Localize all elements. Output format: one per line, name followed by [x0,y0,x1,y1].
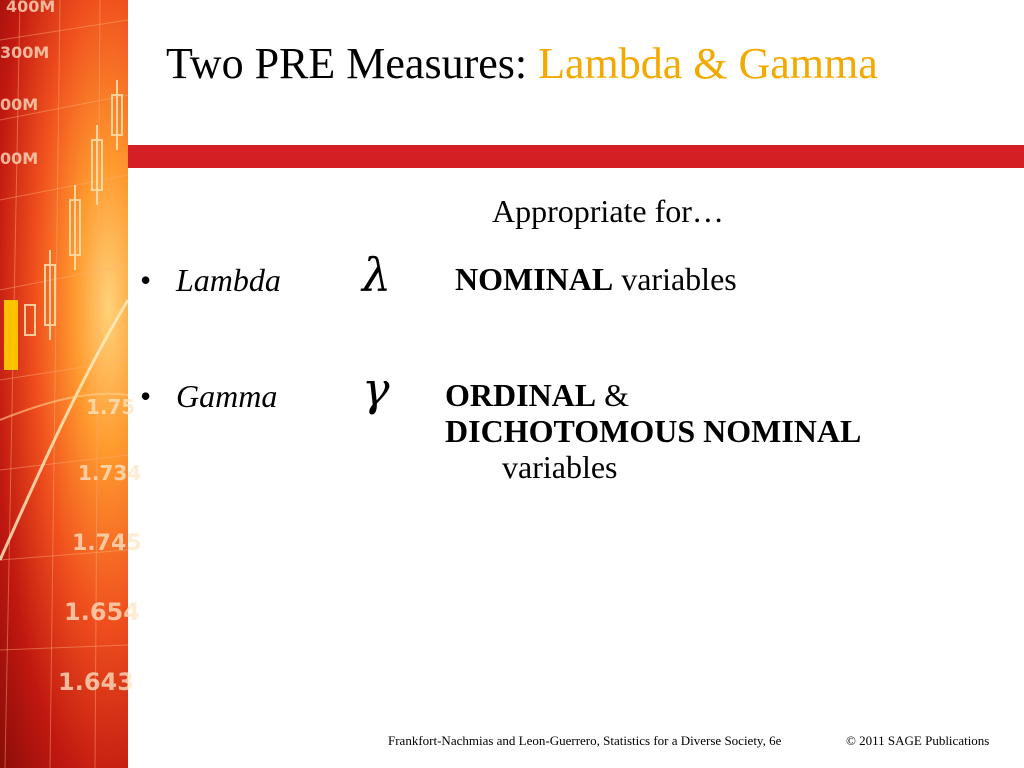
side-label-5: 1.734 [78,461,142,485]
side-label-2: 00M [0,95,39,114]
bullet-marker: • [140,262,152,298]
side-label-4: 1.75 [86,395,136,419]
title-divider-bar [128,145,1024,168]
slide-title-main: Two PRE Measures: [166,39,539,88]
side-label-1: 300M [0,43,50,62]
decorative-finance-chart-image [0,0,142,768]
lambda-desc-bold: NOMINAL [455,261,614,297]
appropriate-for-heading: Appropriate for… [492,193,724,229]
gamma-desc-bold-2: DICHOTOMOUS NOMINAL [445,412,862,449]
footer-citation: Frankfort-Nachmias and Leon-Guerrero, Statistics for a Diverse Society, 6e [388,733,782,748]
slide-title [166,38,878,91]
slide-title-accent: Lambda & Gamma [538,39,878,88]
gamma-desc-bold-1: ORDINAL [445,377,597,413]
lambda-desc-rest: variables [613,261,737,297]
side-label-6: 1.745 [72,531,142,556]
lambda-description [455,262,737,298]
bullet-term-gamma: Gamma [176,378,278,414]
side-label-8: 1.643 [58,668,134,696]
gamma-desc-line-2 [445,414,861,450]
side-label-0: 400M [6,0,56,16]
lambda-symbol: λ [362,248,392,302]
bullet-term-lambda: Lambda [176,262,281,298]
gamma-symbol: γ [362,362,390,416]
gamma-description [445,378,861,485]
gamma-desc-line-1 [445,378,861,414]
finance-background-graphic [0,0,142,768]
gamma-desc-line-3: variables [502,448,618,485]
gamma-desc-amp: & [596,377,630,413]
side-label-3: 00M [0,149,39,168]
side-label-7: 1.654 [64,598,140,626]
bullet-marker: • [140,378,152,414]
footer-copyright: © 2011 SAGE Publications [846,733,990,748]
